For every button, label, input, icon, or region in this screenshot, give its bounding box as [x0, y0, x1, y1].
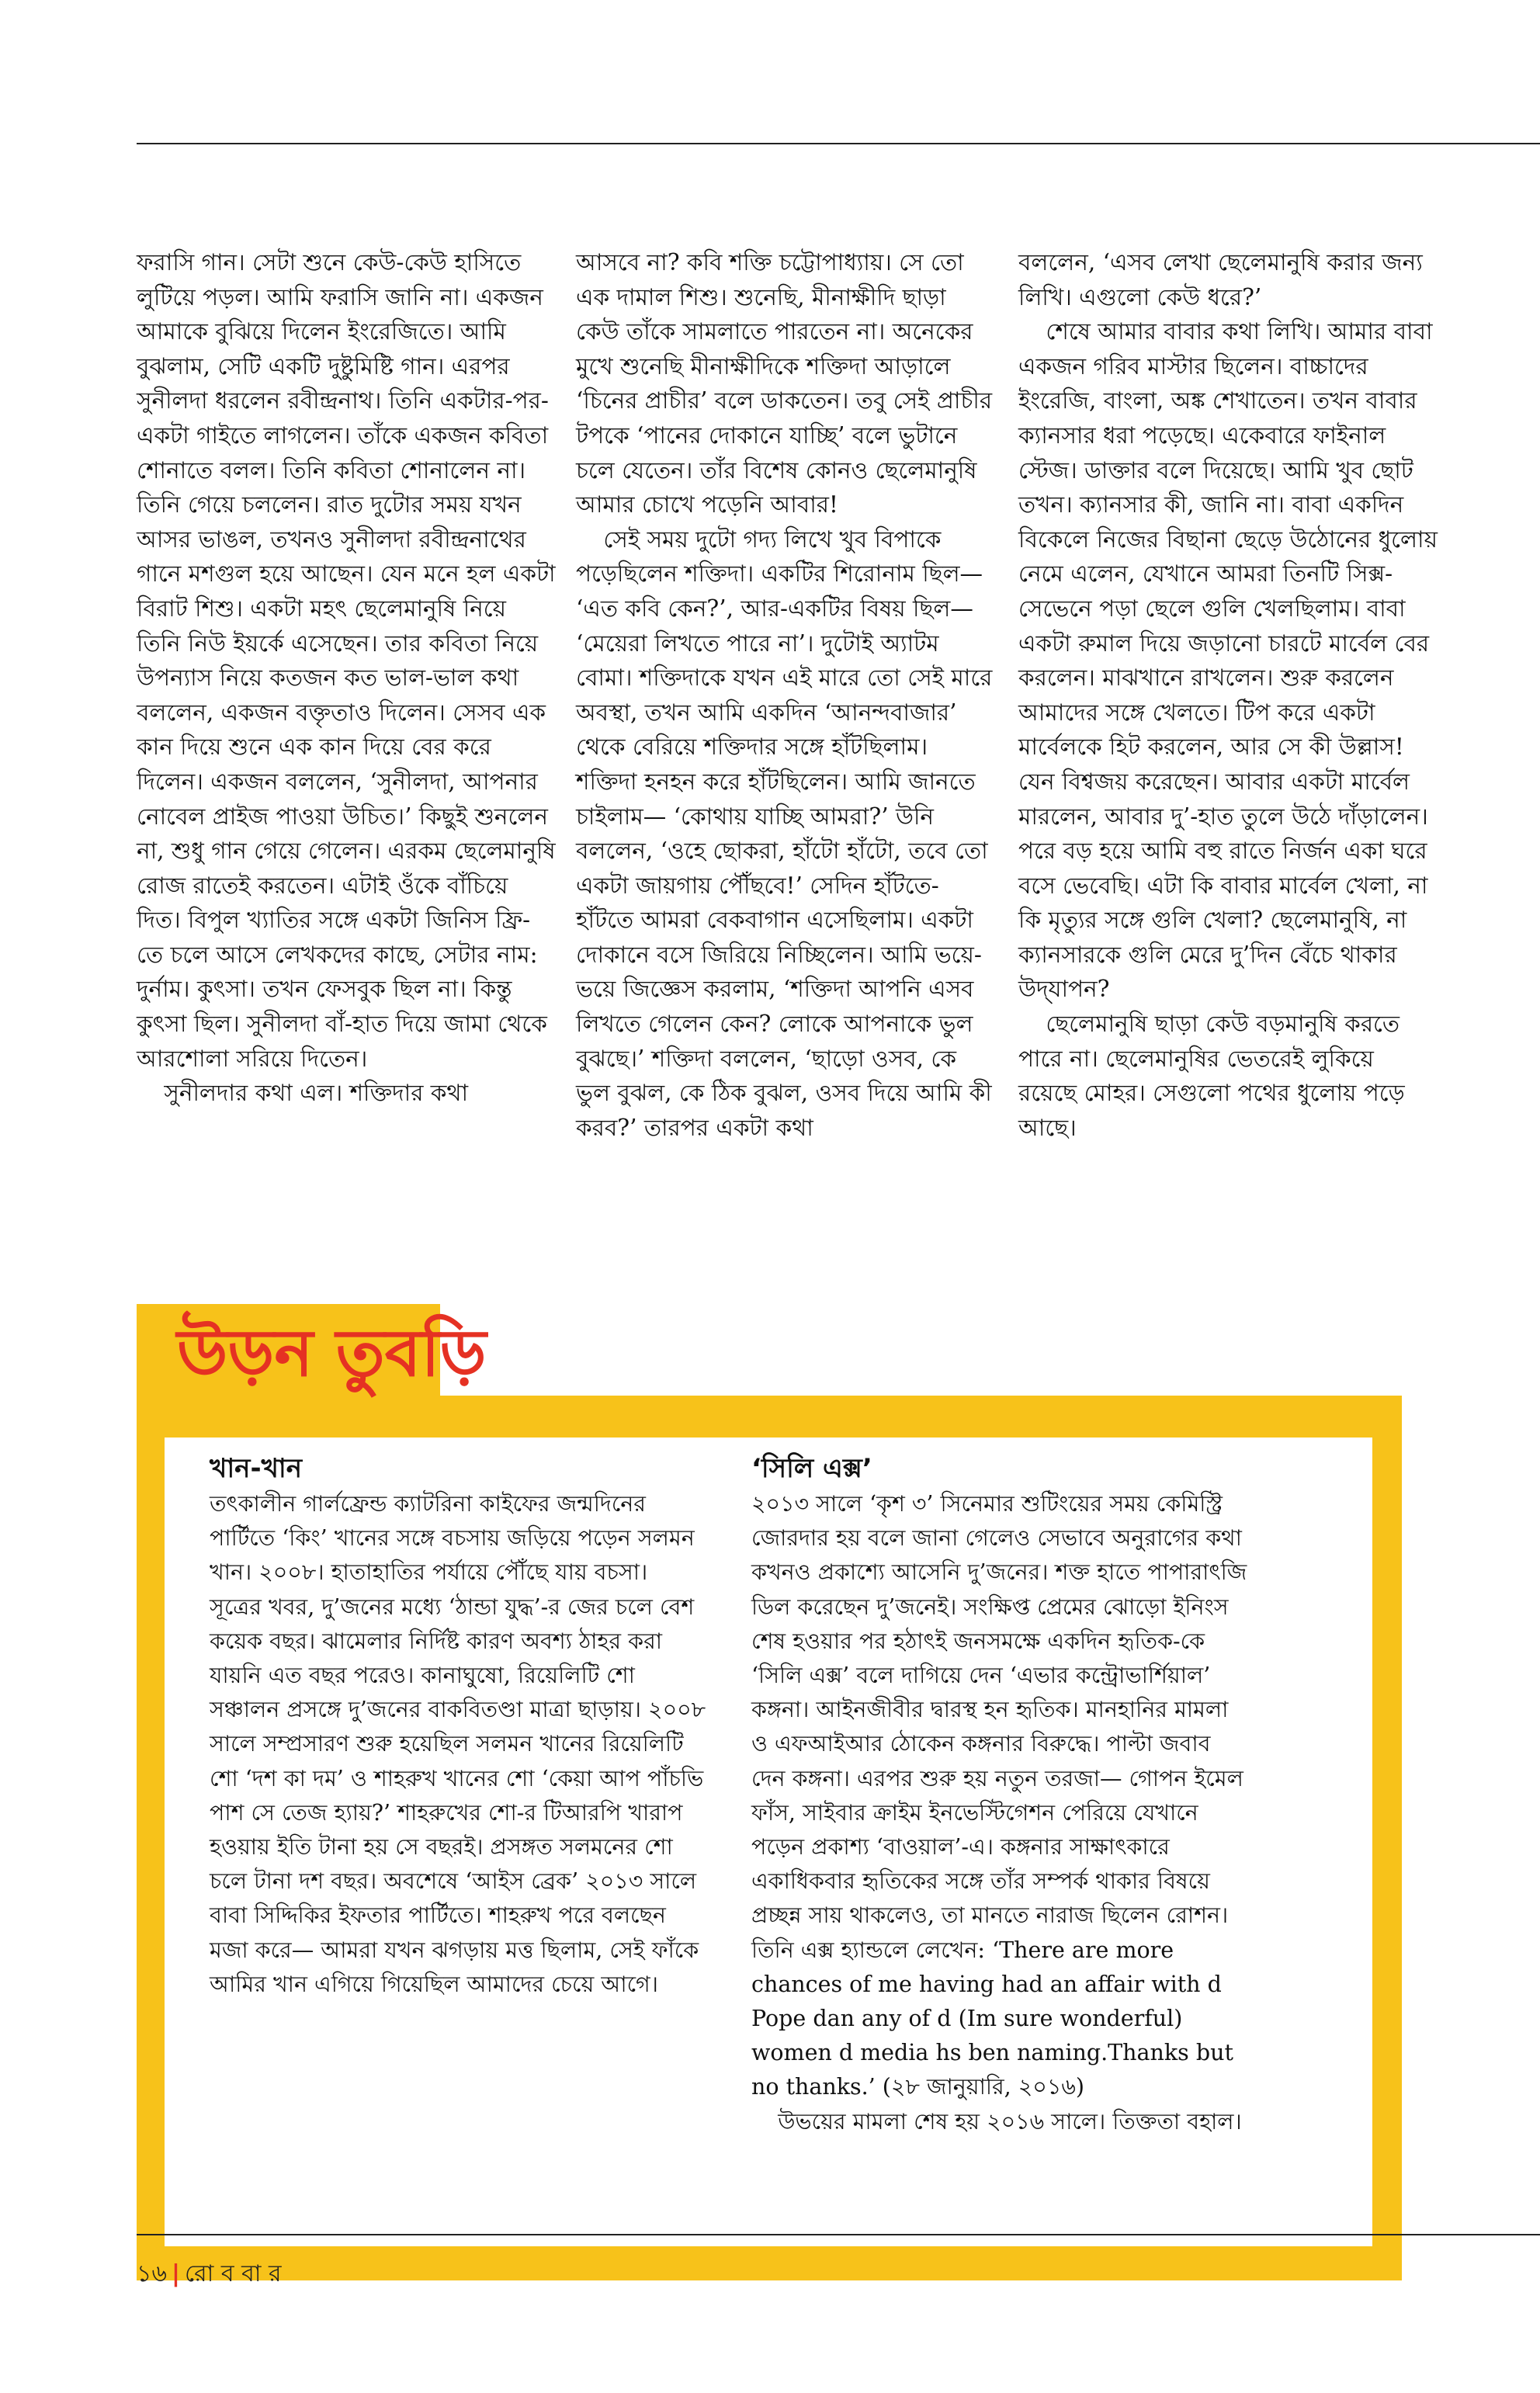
page-footer — [137, 2255, 282, 2294]
footer-separator: | — [171, 2260, 180, 2287]
page-number: ১৬ — [137, 2260, 167, 2287]
top-rule — [137, 143, 1540, 144]
article-column-2 — [576, 245, 995, 1145]
sidebar-title: উড়ন তুবড়ি — [177, 1315, 487, 1391]
paragraph: সুনীলদার কথা এল। শক্তিদার কথা — [164, 1080, 469, 1107]
sidebar-story-right — [751, 1450, 1248, 2139]
article-column-3 — [1018, 245, 1438, 1145]
magazine-name: রো ব বা র — [184, 2260, 282, 2287]
paragraph: উভয়ের মামলা শেষ হয় ২০১৬ সালে। তিক্ততা বহাল। — [778, 2108, 1242, 2135]
paragraph: তৎকালীন গার্লফ্রেন্ড ক্যাটরিনা কাইফের জন্মদিনের পার্টিতে ‘কিং’ খানের সঙ্গে বচসায় জড়িয়ে পড়েন সলমন খান। ২০০৮। হাতাহাতির পর্যায়ে পৌঁছে যায় বচসা। সূত্রের খবর, দু’জনের মধ্যে ‘ঠান্ডা যুদ্ধ’-র জের চলে বেশ কয়েক বছর। ঝামেলার নির্দিষ্ট কারণ অবশ্য ঠাহর করা যায়নি এত বছর পরেও। কানাঘুষো, রিয়েলিটি শো সঞ্চালন প্রসঙ্গে দু’জনের বাকবিতণ্ডা মাত্রা ছাড়ায়। ২০০৮ সালে সম্প্রসারণ শুরু হয়েছিল সলমন খানের রিয়েলিটি শো ‘দশ কা দম’ ও শাহরুখ খানের শো ‘কেয়া আপ পাঁচভি পাশ সে তেজ হ্যায়?’ শাহরুখের শো-র টিআরপি খারাপ হওয়ায় ইতি টানা হয় সে বছরই। প্রসঙ্গত সলমনের শো চলে টানা দশ বছর। অবশেষে ‘আইস ব্রেক’ ২০১৩ সালে বাবা সিদ্দিকির ইফতার পার্টিতে। শাহরুখ পরে বলছেন মজা করে— আমরা যখন ঝগড়ায় মত্ত ছিলাম, সেই ফাঁকে আমির খান এগিয়ে গিয়েছিল আমাদের চেয়ে আগে। — [210, 1491, 706, 1997]
bottom-rule — [137, 2234, 1540, 2235]
paragraph: ছেলেমানুষি ছাড়া কেউ বড়মানুষি করতে পারে না। ছেলেমানুষির ভেতরেই লুকিয়ে রয়েছে মোহর। সেগুলো পথের ধুলোয় পড়ে আছে। — [1018, 1011, 1405, 1141]
paragraph: ফরাসি গান। সেটা শুনে কেউ-কেউ হাসিতে লুটিয়ে পড়ল। আমি ফরাসি জানি না। একজন আমাকে বুঝিয়ে দিলেন ইংরেজিতে। আমি বুঝলাম, সেটি একটি দুষ্টুমিষ্টি গান। এরপর সুনীলদা ধরলেন রবীন্দ্রনাথ। তিনি একটার-পর-একটা গাইতে লাগলেন। তাঁকে একজন কবিতা শোনাতে বলল। তিনি কবিতা শোনালেন না। তিনি গেয়ে চললেন। রাত দুটোর সময় যখন আসর ভাঙল, তখনও সুনীলদা রবীন্দ্রনাথের গানে মশগুল হয়ে আছেন। যেন মনে হল একটা বিরাট শিশু। একটা মহৎ ছেলেমানুষি নিয়ে তিনি নিউ ইয়র্কে এসেছেন। তার কবিতা নিয়ে উপন্যাস নিয়ে কতজন কত ভাল-ভাল কথা বললেন, একজন বক্তৃতাও দিলেন। সেসব এক কান দিয়ে শুনে এক কান দিয়ে বের করে দিলেন। একজন বললেন, ‘সুনীলদা, আপনার নোবেল প্রাইজ পাওয়া উচিত।’ কিছুই শুনলেন না, শুধু গান গেয়ে গেলেন। এরকম ছেলেমানুষি রোজ রাতেই করতেন। এটাই ওঁকে বাঁচিয়ে দিত। বিপুল খ্যাতির সঙ্গে একটা জিনিস ফ্রি-তে চলে আসে লেখকদের কাছে, সেটার নাম: দুর্নাম। কুৎসা। তখন ফেসবুক ছিল না। কিন্তু কুৎসা ছিল। সুনীলদা বাঁ-হাত দিয়ে জামা থেকে আরশোলা সরিয়ে দিতেন। — [137, 249, 556, 1072]
sidebar-story-left — [210, 1450, 706, 2002]
paragraph: আসবে না? কবি শক্তি চট্টোপাধ্যায়। সে তো এক দামাল শিশু। শুনেছি, মীনাক্ষীদি ছাড়া কেউ তাঁকে সামলাতে পারতেন না। অনেকের মুখে শুনেছি মীনাক্ষীদিকে শক্তিদা আড়ালে ‘চিনের প্রাচীর’ বলে ডাকতেন। তবু সেই প্রাচীর টপকে ‘পানের দোকানে যাচ্ছি’ বলে ভুটানে চলে যেতেন। তাঁর বিশেষ কোনও ছেলেমানুষি আমার চোখে পড়েনি আবার! — [576, 249, 993, 518]
paragraph: সেই সময় দুটো গদ্য লিখে খুব বিপাকে পড়েছিলেন শক্তিদা। একটির শিরোনাম ছিল— ‘এত কবি কেন?’, আর-একটির বিষয় ছিল— ‘মেয়েরা লিখতে পারে না’। দুটোই অ্যাটম বোমা। শক্তিদাকে যখন এই মারে তো সেই মারে অবস্থা, তখন আমি একদিন ‘আনন্দবাজার’ থেকে বেরিয়ে শক্তিদার সঙ্গে হাঁটছিলাম। শক্তিদা হনহন করে হাঁটছিলেন। আমি জানতে চাইলাম— ‘কোথায় যাচ্ছি আমরা?’ উনি বললেন, ‘ওহে ছোকরা, হাঁটো হাঁটো, তবে তো একটা জায়গায় পৌঁছবে!’ সেদিন হাঁটতে-হাঁটতে আমরা বেকবাগান এসেছিলাম। একটা দোকানে বসে জিরিয়ে নিচ্ছিলেন। আমি ভয়ে-ভয়ে জিজ্ঞেস করলাম, ‘শক্তিদা আপনি এসব লিখতে গেলেন কেন? লোকে আপনাকে ভুল বুঝছে।’ শক্তিদা বললেন, ‘ছাড়ো ওসব, কে ভুল বুঝল, কে ঠিক বুঝল, ওসব দিয়ে আমি কী করব?’ তারপর একটা কথা — [576, 525, 993, 1141]
paragraph: ২০১৩ সালে ‘কৃশ ৩’ সিনেমার শুটিংয়ের সময় কেমিস্ট্রি জোরদার হয় বলে জানা গেলেও সেভাবে অনুরাগের কথা কখনও প্রকাশ্যে আসেনি দু’জনের। শক্ত হাতে পাপারাৎজি ডিল করেছেন দু’জনেই। সংক্ষিপ্ত প্রেমের ঝোড়ো ইনিংস শেষ হওয়ার পর হঠাৎই জনসমক্ষে একদিন হৃতিক-কে ‘সিলি এক্স’ বলে দাগিয়ে দেন ‘এভার কন্ট্রোভার্শিয়াল’ কঙ্গনা। আইনজীবীর দ্বারস্থ হন হৃতিক। মানহানির মামলা ও এফআইআর ঠোকেন কঙ্গনার বিরুদ্ধে। পাল্টা জবাব দেন কঙ্গনা। এরপর শুরু হয় নতুন তরজা— গোপন ইমেল ফাঁস, সাইবার ক্রাইম ইনভেস্টিগেশন পেরিয়ে যেখানে পড়েন প্রকাশ্য ‘বাওয়াল’-এ। কঙ্গনার সাক্ষাৎকারে একাধিকবার হৃতিকের সঙ্গে তাঁর সম্পর্ক থাকার বিষয়ে প্রচ্ছন্ন সায় থাকলেও, তা মানতে নারাজ ছিলেন রোশন। তিনি এক্স হ্যান্ডলে লেখেন: ‘There are more chances of me having had an affair with d Pope dan any of d (Im sure wonderful) women d media hs ben naming.Thanks but no thanks.’ (২৮ জানুয়ারি, ২০১৬) — [751, 1491, 1247, 2100]
paragraph: বললেন, ‘এসব লেখা ছেলেমানুষি করার জন্য লিখি। এগুলো কেউ ধরে?’ — [1018, 249, 1423, 310]
story-heading: খান-খান — [210, 1453, 303, 1484]
story-heading: ‘সিলি এক্স’ — [751, 1453, 872, 1484]
article-column-1 — [137, 245, 556, 1111]
paragraph: শেষে আমার বাবার কথা লিখি। আমার বাবা একজন গরিব মাস্টার ছিলেন। বাচ্চাদের ইংরেজি, বাংলা, অঙ্ক শেখাতেন। তখন বাবার ক্যানসার ধরা পড়েছে। একেবারে ফাইনাল স্টেজ। ডাক্তার বলে দিয়েছে। আমি খুব ছোট তখন। ক্যানসার কী, জানি না। বাবা একদিন বিকেলে নিজের বিছানা ছেড়ে উঠোনের ধুলোয় নেমে এলেন, যেখানে আমরা তিনটি সিক্স-সেভেনে পড়া ছেলে গুলি খেলছিলাম। বাবা একটা রুমাল দিয়ে জড়ানো চারটে মার্বেল বের করলেন। মাঝখানে রাখলেন। শুরু করলেন আমাদের সঙ্গে খেলতে। টিপ করে একটা মার্বেলকে হিট করলেন, আর সে কী উল্লাস! যেন বিশ্বজয় করেছেন। আবার একটা মার্বেল মারলেন, আবার দু’-হাত তুলে উঠে দাঁড়ালেন। পরে বড় হয়ে আমি বহু রাতে নির্জন একা ঘরে বসে ভেবেছি। এটা কি বাবার মার্বেল খেলা, না কি মৃত্যুর সঙ্গে গুলি খেলা? ছেলেমানুষি, না ক্যানসারকে গুলি মেরে দু’দিন বেঁচে থাকার উদ্‌যাপন? — [1018, 318, 1438, 1003]
